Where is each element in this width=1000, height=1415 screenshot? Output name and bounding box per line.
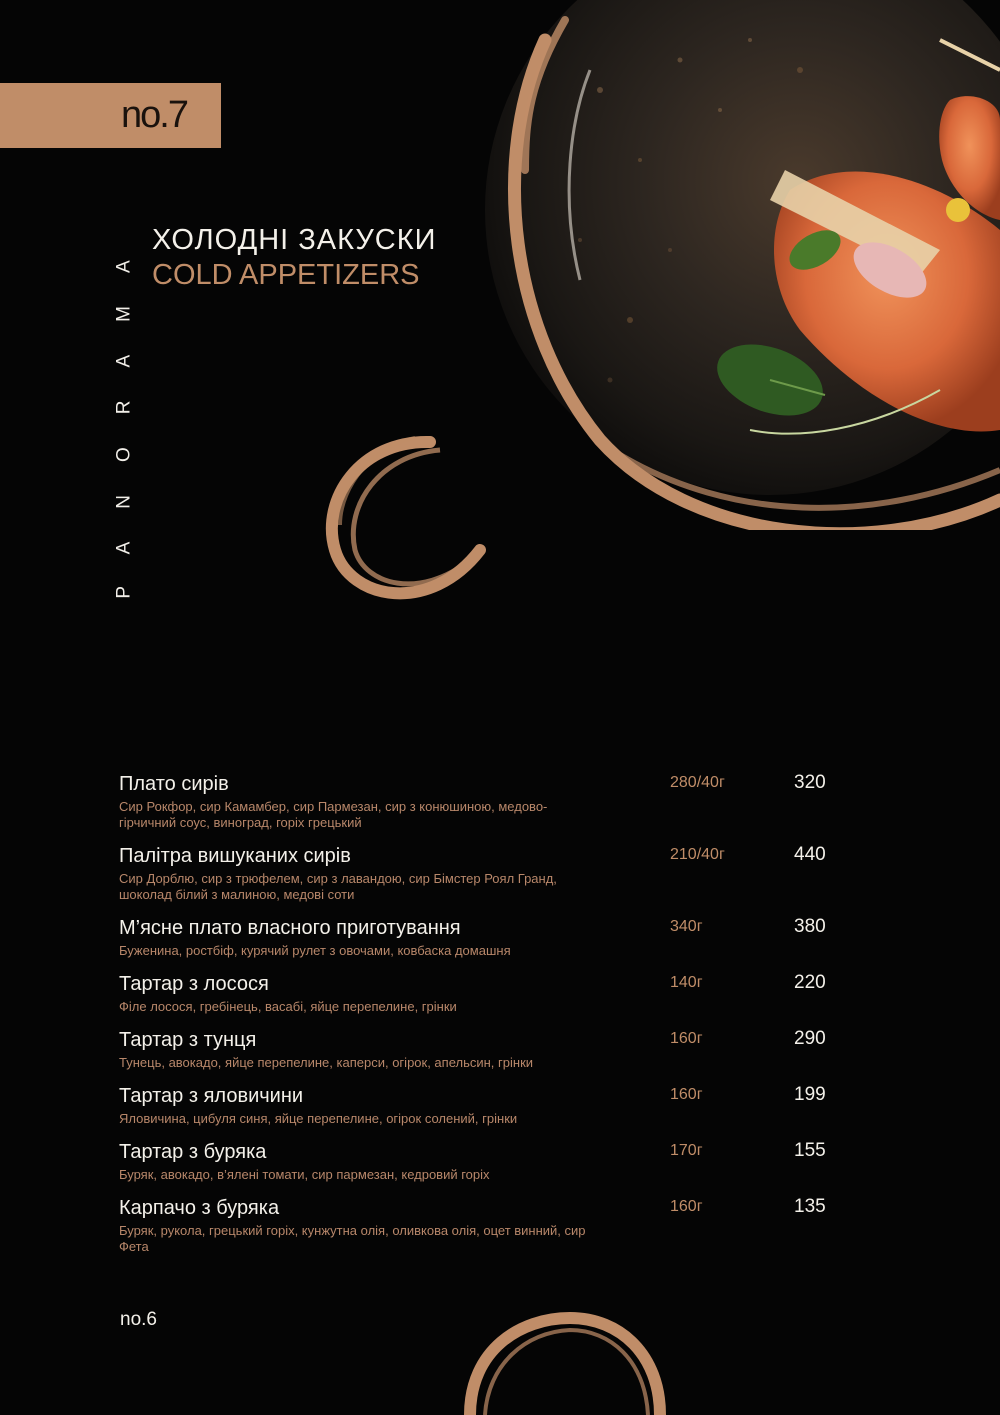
menu-item	[119, 915, 839, 959]
menu-item	[119, 1139, 839, 1183]
menu-item-weight: 210/40г	[670, 846, 725, 863]
menu-item-name: М’ясне плато власного приготування	[119, 917, 461, 939]
menu-item-name: Палітра вишуканих сирів	[119, 845, 351, 867]
menu-item-description: Тунець, авокадо, яйце перепелине, каперси, огірок, апельсин, грінки	[119, 1055, 534, 1070]
menu-item-weight: 170г	[670, 1142, 703, 1159]
section-title-ua: ХОЛОДНІ ЗАКУСКИ	[152, 224, 437, 256]
menu-item-price: 155	[794, 1140, 826, 1161]
menu-item-name: Тартар з тунця	[119, 1029, 257, 1051]
menu-item	[119, 771, 839, 831]
section-title-en: COLD APPETIZERS	[152, 259, 420, 291]
menu-item-weight: 280/40г	[670, 774, 725, 791]
menu-item-weight: 340г	[670, 918, 703, 935]
menu-item	[119, 843, 839, 903]
crescent-brush-ornament	[320, 430, 490, 610]
menu-item	[119, 1083, 839, 1127]
menu-item-weight: 160г	[670, 1086, 703, 1103]
menu-item-description: Філе лосося, гребінець, васабі, яйце перепелине, грінки	[119, 999, 457, 1014]
menu-item-description: Буженина, ростбіф, курячий рулет з овочами, ковбаска домашня	[119, 943, 511, 958]
menu-item	[119, 971, 839, 1015]
menu-item-price: 220	[794, 972, 826, 993]
menu-item	[119, 1027, 839, 1071]
menu-list	[119, 771, 839, 1267]
menu-item-name: Тартар з буряка	[119, 1141, 267, 1163]
menu-item	[119, 1195, 839, 1255]
menu-item-price: 320	[794, 772, 826, 793]
menu-item-price: 380	[794, 916, 826, 937]
menu-item-weight: 140г	[670, 974, 703, 991]
menu-item-weight: 160г	[670, 1030, 703, 1047]
page-tag-label: no.7	[121, 94, 187, 136]
menu-item-name: Тартар з лосося	[119, 973, 269, 995]
menu-item-description: Сир Рокфор, сир Камамбер, сир Пармезан, сир з конюшиною, медово-гірчичний соус, виноград, горіх грецький	[119, 799, 548, 830]
menu-item-price: 199	[794, 1084, 826, 1105]
menu-item-name: Карпачо з буряка	[119, 1197, 280, 1219]
menu-item-price: 440	[794, 844, 826, 865]
menu-item-description: Буряк, авокадо, в’ялені томати, сир пармезан, кедровий горіх	[119, 1167, 490, 1182]
ring-brush-ornament	[460, 1310, 670, 1415]
page-tag	[0, 83, 221, 148]
menu-item-name: Тартар з яловичини	[119, 1085, 304, 1107]
brand-label: PANORAMA	[114, 227, 135, 599]
menu-item-price: 290	[794, 1028, 826, 1049]
menu-item-price: 135	[794, 1196, 826, 1217]
menu-item-description: Буряк, рукола, грецький горіх, кунжутна олія, оливкова олія, оцет винний, сир Фета	[119, 1223, 586, 1254]
page-number: no.6	[120, 1309, 157, 1330]
brand-vertical	[112, 228, 138, 598]
menu-item-description: Сир Дорблю, сир з трюфелем, сир з лавандою, сир Бімстер Роял Гранд, шоколад білий з малиною, медові соти	[119, 871, 557, 902]
menu-item-description: Яловичина, цибуля синя, яйце перепелине, огірок солений, грінки	[119, 1111, 518, 1126]
menu-item-weight: 160г	[670, 1198, 703, 1215]
dish-photo	[470, 0, 1000, 530]
menu-item-name: Плато сирів	[119, 773, 229, 795]
